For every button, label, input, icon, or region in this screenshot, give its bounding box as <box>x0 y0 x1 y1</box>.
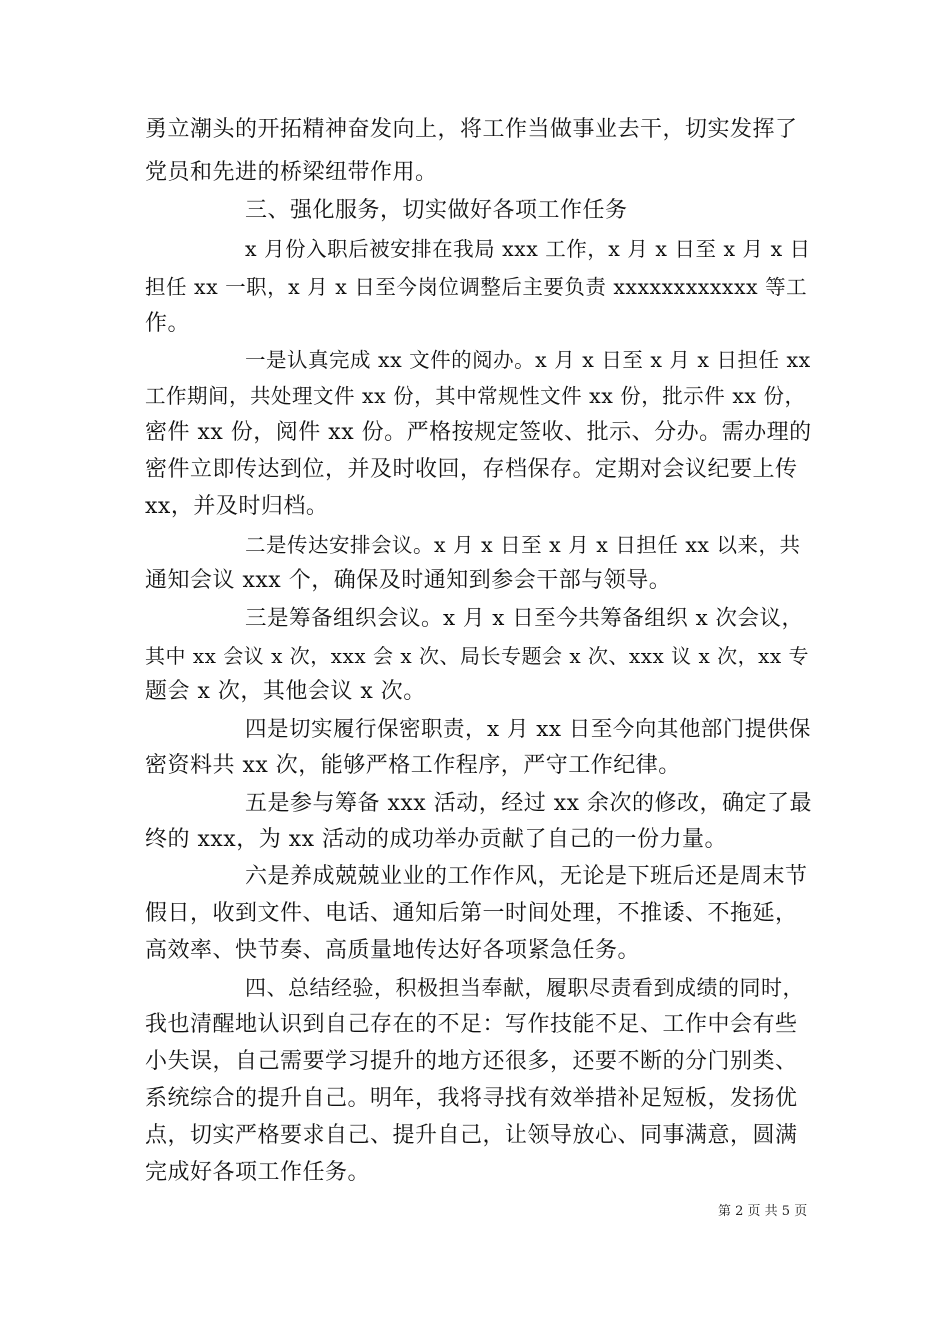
section-heading: 三、强化服务，切实做好各项工作任务 <box>245 198 628 223</box>
text-line: 三是筹备组织会议。x 月 x 日至今共筹备组织 x 次会议， <box>245 606 804 631</box>
text-line: 完成好各项工作任务。 <box>145 1160 371 1185</box>
text-line: 小失误，自己需要学习提升的地方还很多，还要不断的分门别类、 <box>145 1049 798 1074</box>
text-line: 六是养成兢兢业业的工作作风，无论是下班后还是周末节 <box>245 864 808 889</box>
text-line: 题会 x 次，其他会议 x 次。 <box>145 679 426 704</box>
text-line: 一是认真完成 xx 文件的阅办。x 月 x 日至 x 月 x 日担任 xx <box>245 348 811 372</box>
text-line: 系统综合的提升自己。明年，我将寻找有效举措补足短板，发扬优 <box>145 1086 798 1111</box>
text-line: 高效率、快节奏、高质量地传达好各项紧急任务。 <box>145 938 641 963</box>
text-line: 四是切实履行保密职责，x 月 xx 日至今向其他部门提供保 <box>245 717 811 742</box>
text-line: xx，并及时归档。 <box>145 494 329 519</box>
text-line: 密件立即传达到位，并及时收回，存档保存。定期对会议纪要上传 <box>145 457 798 482</box>
text-line: 党员和先进的桥梁纽带作用。 <box>145 160 438 185</box>
text-line: 密资料共 xx 次，能够严格工作程序，严守工作纪律。 <box>145 753 681 778</box>
text-line: 其中 xx 会议 x 次，xxx 会 x 次、局长专题会 x 次、xxx 议 x 次，xx 专 <box>145 644 810 668</box>
text-line: 通知会议 xxx 个，确保及时通知到参会干部与领导。 <box>145 568 672 593</box>
section-heading: 四、总结经验，积极担当奉献，履职尽责看到成绩的同时， <box>245 976 804 1000</box>
text-line: 五是参与筹备 xxx 活动，经过 xx 余次的修改，确定了最 <box>245 791 813 816</box>
text-line: 密件 xx 份，阅件 xx 份。严格按规定签收、批示、分办。需办理的 <box>145 420 812 445</box>
text-line: 点，切实严格要求自己、提升自己，让领导放心、同事满意，圆满 <box>145 1123 798 1148</box>
text-line: 我也清醒地认识到自己存在的不足：写作技能不足、工作中会有些 <box>145 1012 798 1037</box>
text-line: 工作期间，共处理文件 xx 份，其中常规性文件 xx 份，批示件 xx 份， <box>145 384 806 408</box>
text-line: 勇立潮头的开拓精神奋发向上，将工作当做事业去干，切实发挥了 <box>145 117 798 142</box>
text-line: 二是传达安排会议。x 月 x 日至 x 月 x 日担任 xx 以来，共 <box>245 533 801 557</box>
page-number: 第 2 页 共 5 页 <box>718 1204 808 1219</box>
text-line: 终的 xxx，为 xx 活动的成功举办贡献了自己的一份力量。 <box>145 827 728 852</box>
text-line: 担任 xx 一职，x 月 x 日至今岗位调整后主要负责 xxxxxxxxxxxx 等工 <box>145 275 808 299</box>
text-line: 假日，收到文件、电话、通知后第一时间处理，不推诿、不拖延， <box>145 901 798 926</box>
text-line: x 月份入职后被安排在我局 xxx 工作，x 月 x 日至 x 月 x 日 <box>245 237 811 261</box>
text-line: 作。 <box>145 311 191 336</box>
